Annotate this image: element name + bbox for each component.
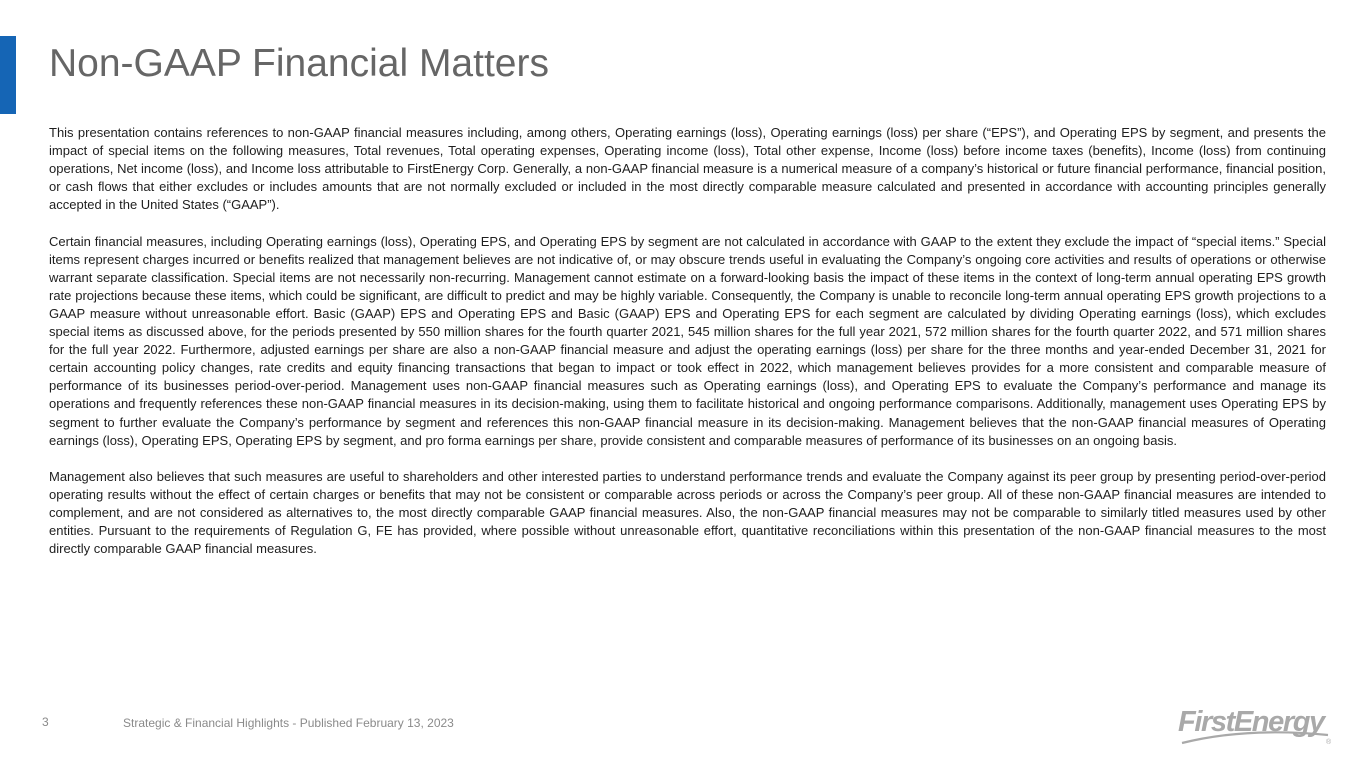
firstenergy-logo (1176, 701, 1336, 747)
paragraph-special-items: Certain financial measures, including Operating earnings (loss), Operating EPS, and Operating EPS by segment are not calculated in accordance with GAAP to the extent they exclude the impact of “special items.” Special items represent charges incurred or benefits realized that management believes are not indicative of, or may obscure trends useful in evaluating the Company’s ongoing core activities and results of operations or otherwise warrant separate classification. Special items are not necessarily non-recurring. Management cannot estimate on a forward-looking basis the impact of these items in the context of long-term annual operating EPS growth rate projections because these items, which could be significant, are difficult to predict and may be highly variable. Consequently, the Company is unable to reconcile long-term annual operating EPS growth projections to a GAAP measure without unreasonable effort. Basic (GAAP) EPS and Operating EPS and Basic (GAAP) EPS and Operating EPS for each segment are calculated by dividing Operating earnings (loss), which excludes special items as discussed above, for the periods presented by 550 million shares for the fourth quarter 2021, 545 million shares for the full year 2021, 572 million shares for the fourth quarter 2022, and 571 million shares for the full year 2022. Furthermore, adjusted earnings per share are also a non-GAAP financial measure and adjust the operating earnings (loss) per share for the three months and year-ended December 31, 2021 for certain accounting policy changes, rate credits and equity financing transactions that began to impact or took effect in 2022, which management believes provides for a more consistent and comparable measure of performance of its businesses period-over-period. Management uses non-GAAP financial measures such as Operating earnings (loss), and Operating EPS to evaluate the Company’s performance and manage its operations and frequently references these non-GAAP financial measures in its decision-making, using them to facilitate historical and ongoing performance comparisons. Additionally, management uses Operating EPS by segment to further evaluate the Company’s performance by segment and references this non-GAAP financial measure in its decision-making. Management believes that the non-GAAP financial measures of Operating earnings (loss), Operating EPS, Operating EPS by segment, and pro forma earnings per share, provide consistent and comparable measures of performance of its businesses on an ongoing basis. (49, 233, 1326, 448)
logo-wordmark: FirstEnergy (1178, 706, 1324, 738)
logo-registered-mark: ® (1326, 739, 1332, 746)
title-accent-bar (0, 36, 16, 114)
slide-title: Non-GAAP Financial Matters (49, 42, 549, 85)
paragraph-intro: This presentation contains references to non-GAAP financial measures including, among others, Operating earnings (loss), Operating earnings (loss) per share (“EPS”), and Operating EPS by segment, and presents the impact of special items on the following measures, Total revenues, Total operating expenses, Operating income (loss), Total other expense, Income (loss) before income taxes (benefits), Income (loss) from continuing operations, Net income (loss), and Income loss attributable to FirstEnergy Corp. Generally, a non-GAAP financial measure is a numerical measure of a company’s historical or future financial performance, financial position, or cash flows that either excludes or includes amounts that are not normally excluded or included in the most directly comparable measure calculated and presented in accordance with accounting principles generally accepted in the United States (“GAAP”). (49, 125, 1326, 213)
body-text (49, 124, 1326, 576)
paragraph-peer-comparison: Management also believes that such measures are useful to shareholders and other interested parties to understand performance trends and evaluate the Company against its peer group by presenting period-over-period operating results without the effect of certain charges or benefits that may not be consistent or comparable across periods or across the Company’s peer group. All of these non-GAAP financial measures are intended to complement, and are not considered as alternatives to, the most directly comparable GAAP financial measures. Also, the non-GAAP financial measures may not be comparable to similarly titled measures used by other entities. Pursuant to the requirements of Regulation G, FE has provided, where possible without unreasonable effort, quantitative reconciliations within this presentation of the non-GAAP financial measures to the most directly comparable GAAP financial measures. (49, 468, 1326, 557)
page-number: 3 (42, 715, 49, 729)
footer-text: Strategic & Financial Highlights - Published February 13, 2023 (123, 716, 454, 730)
